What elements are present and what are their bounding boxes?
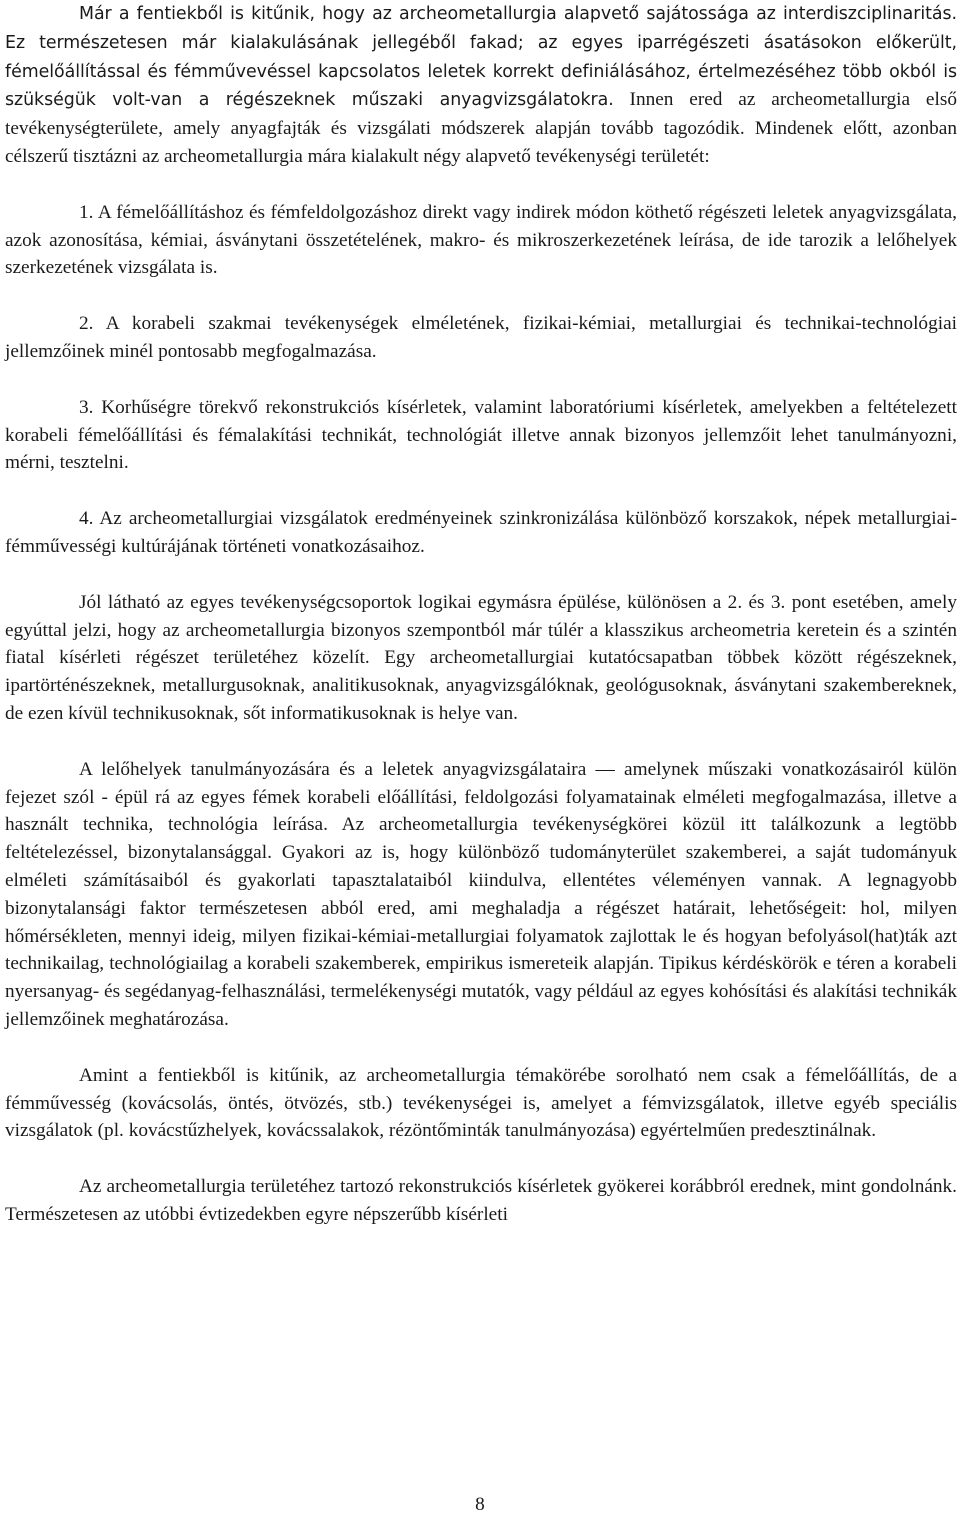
list-item-1: 1. A fémelőállításhoz és fémfeldolgozáshoz direkt vagy indirek módon köthető régészeti leletek anyagvizsgálata, azok azonosítása, kémiai, ásványtani összetételének, makro- és mikroszerkezetének leírása, de ide tarozik a lelőhelyek szerkezetének vizsgálata is. [5,201,957,279]
page-number: 8 [475,1494,485,1515]
list-item-3: 3. Korhűségre törekvő rekonstrukciós kísérletek, valamint laboratóriumi kísérletek, amelyekben a feltételezett korabeli fémelőállítási és fémalakítási technikát, technológiát illetve annak bizonyos jellemzőit lehet tanulmányozni, mérni, tesztelni. [5,396,957,474]
list-item-2: 2. A korabeli szakmai tevékenységek elméletének, fizikai-kémiai, metallurgiai és technikai-technológiai jellemzőinek minél pontosabb megfogalmazása. [5,313,957,362]
paragraph-interdisciplinarity-part1: Már a fentiekből is kitűnik, hogy az archeometallurgia alapvető sajátossága az interdiszciplinaritás. Ez természetesen már kialakulásának jellegéből fakad; az egyes iparrégészeti ásatásokon előkerült, fémelőállítással és fémművevéssel kapcsolatos leletek korrekt definiálásához, értelmezéséhez több okból is szükségük volt-van a régészeknek műszaki anyagvizsgálatokra. [5,4,957,111]
list-item-4: 4. Az archeometallurgiai vizsgálatok eredményeinek szinkronizálása különböző korszakok, népek metallurgiai-fémművességi kultúrájának történeti vonatkozásaihoz. [5,508,957,557]
paragraph-reconstruction: Az archeometallurgia területéhez tartozó rekonstrukciós kísérletek gyökerei korábbról erednek, mint gondolnánk. Természetesen az utóbbi évtizedekben egyre népszerűbb kísérleti [5,1176,957,1225]
paragraph-sites-study: A lelőhelyek tanulmányozására és a leletek anyagvizsgálataira — amelynek műszaki vonatkozásairól külön fejezet szól - épül rá az egyes fémek korabeli előállítási, feldolgozási folyamatainak elméleti megfogalmazása, illetve a használt technika, technológia leírása. Az archeometallurgia tevékenységkörei közül itt találkozunk a legtöbb feltételezéssel, bizonytalansággal. Gyakori az is, hogy különböző tudományterület szakemberei, a saját tudományuk elméleti számításaiból és gyakorlati tapasztalataiból kiindulva, ellentétes véleményen vannak. A legnagyobb bizonytalansági faktor természetesen abból ered, ami meghaladja a régészet határait, lehetőségeit: hol, milyen hőmérsékleten, mennyi ideig, milyen fizikai-kémiai-metallurgiai folyamatok zajlottak le és hogyan befolyásol(hat)ták azt technikailag, technológiailag a korabeli szakemberek, empirikus ismereteik alapján. Tipikus kérdéskörök e téren a korabeli nyersanyag- és segédanyag-felhasználási, termelékenységi mutatók, vagy például az egyes kohósítási és alakítási technikák jellemzőinek meghatározása. [5,758,957,1030]
paragraph-metalworking: Amint a fentiekből is kitűnik, az archeometallurgia témakörébe sorolható nem csak a fémelőállítás, de a fémművesség (kovácsolás, öntés, ötvözés, stb.) tevékenységei is, amelyet a fémvizsgálatok, illetve egyéb speciális vizsgálatok (pl. kovácstűzhelyek, kovácssalakok, rézöntőminták tanulmányozása) egyértelműen predesztinálnak. [5,1064,957,1142]
paragraph-interdisciplinarity-part2: Innen ered az archeometallurgia első tevékenységterülete, amely anyagfajták és vizsgálati módszerek alapján tovább tagozódik. Mindenek előtt, azonban célszerű tisztázni az archeometallurgia mára kialakult négy alapvető tevékenységi területét: [5,89,957,167]
paragraph-activity-groups: Jól látható az egyes tevékenységcsoportok logikai egymásra épülése, különösen a 2. és 3. pont esetében, amely egyúttal jelzi, hogy az archeometallurgia bizonyos szempontból már túlér a klasszikus archeometria keretein és a szintén fiatal kísérleti régészet területéhez közelít. Egy archeometallurgiai kutatócsapatban többek között régészeknek, ipartörténészeknek, metallurgusoknak, analitikusoknak, anyagvizsgálóknak, geológusoknak, ásványtani szakembereknek, de ezen kívül technikusoknak, sőt informatikusoknak is helye van. [5,591,957,724]
paragraph-interdisciplinarity [5,0,957,171]
